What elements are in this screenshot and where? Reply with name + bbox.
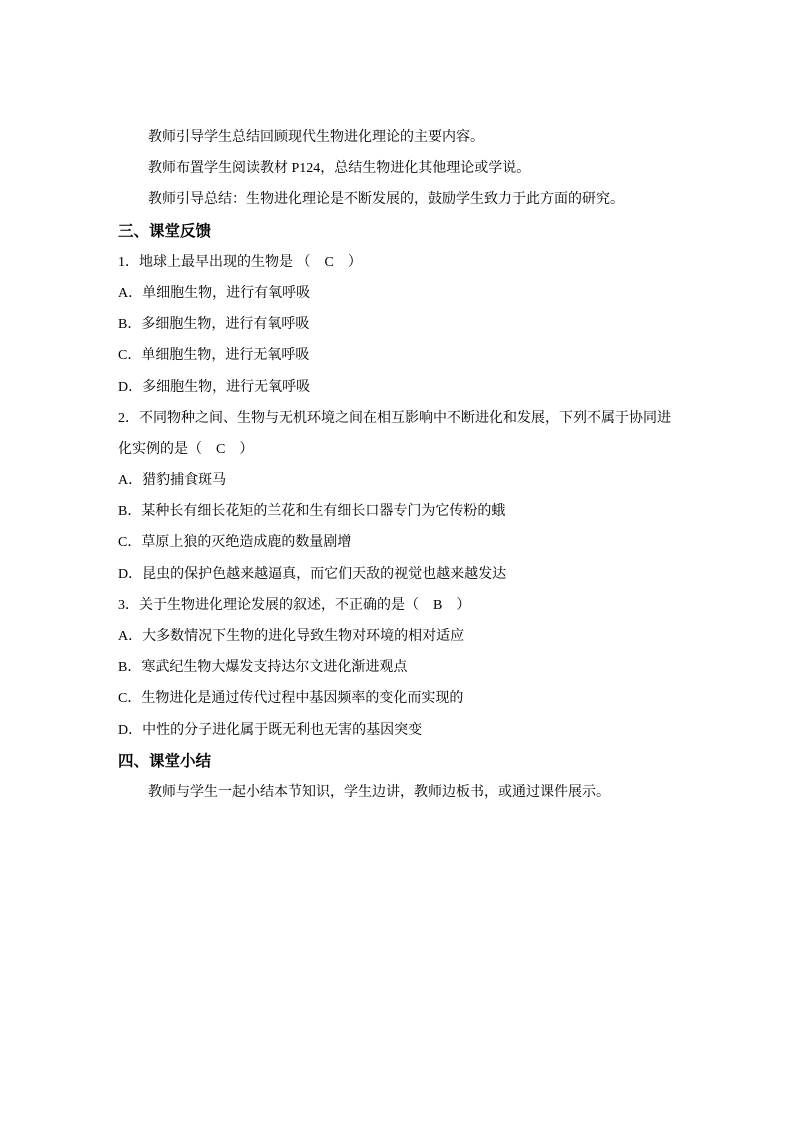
question-stem: 1．地球上最早出现的生物是 （ C ） bbox=[118, 254, 362, 270]
question-stem: 2．不同物种之间、生物与无机环境之间在相互影响中不断进化和发展，下列不属于协同进 bbox=[118, 410, 671, 426]
question-option: D．多细胞生物，进行无氧呼吸 bbox=[118, 379, 311, 395]
question-option: C．生物进化是通过传代过程中基因频率的变化而实现的 bbox=[118, 691, 464, 707]
question-option: D．昆虫的保护色越来越逼真，而它们天敌的视觉也越来越发达 bbox=[118, 566, 507, 582]
intro-paragraph: 教师布置学生阅读教材 P124，总结生物进化其他理论或学说。 bbox=[148, 161, 531, 177]
question-stem: 3．关于生物进化理论发展的叙述，不正确的是（ B ） bbox=[118, 597, 471, 613]
section-heading-feedback: 三、课堂反馈 bbox=[118, 222, 212, 240]
section-heading-summary: 四、课堂小结 bbox=[118, 752, 212, 770]
question-option: B．寒武纪生物大爆发支持达尔文进化渐进观点 bbox=[118, 660, 408, 676]
question-option: B．多细胞生物，进行有氧呼吸 bbox=[118, 317, 310, 333]
question-option: A．单细胞生物，进行有氧呼吸 bbox=[118, 285, 311, 301]
question-option: A．猎豹捕食斑马 bbox=[118, 473, 227, 489]
question-option: C．单细胞生物，进行无氧呼吸 bbox=[118, 348, 310, 364]
intro-paragraph: 教师引导学生总结回顾现代生物进化理论的主要内容。 bbox=[148, 130, 484, 145]
question-option: B．某种长有细长花矩的兰花和生有细长口器专门为它传粉的蛾 bbox=[118, 504, 506, 520]
question-option: A．大多数情况下生物的进化导致生物对环境的相对适应 bbox=[118, 629, 465, 644]
summary-paragraph: 教师与学生一起小结本节知识，学生边讲，教师边板书，或通过课件展示。 bbox=[148, 784, 610, 800]
question-option: D．中性的分子进化属于既无利也无害的基因突变 bbox=[118, 722, 423, 738]
question-option: C．草原上狼的灭绝造成鹿的数量剧增 bbox=[118, 535, 352, 551]
document-body bbox=[0, 122, 793, 808]
intro-paragraph: 教师引导总结：生物进化理论是不断发展的，鼓励学生致力于此方面的研究。 bbox=[148, 192, 624, 208]
question-stem-continued: 化实例的是（ C ） bbox=[118, 441, 254, 457]
